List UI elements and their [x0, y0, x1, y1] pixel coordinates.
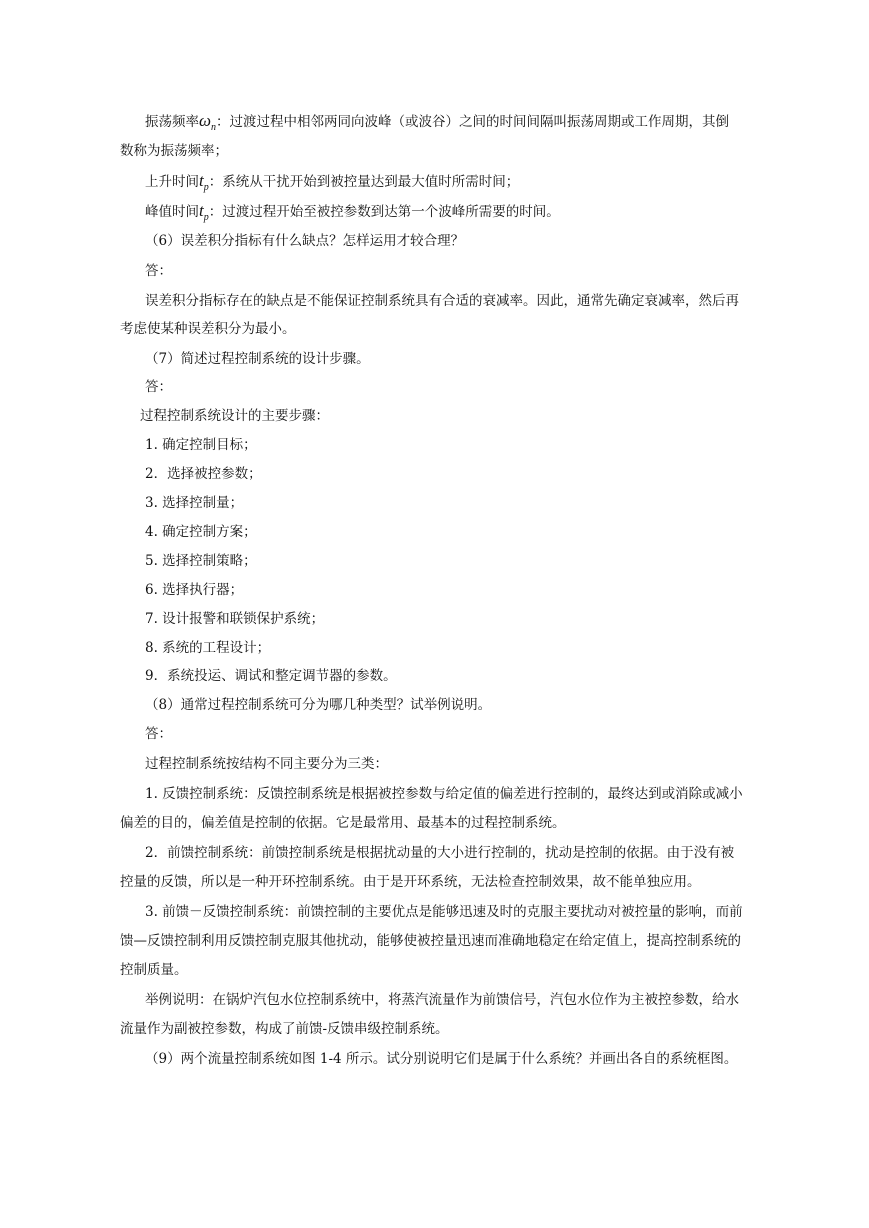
peak-time-line [145, 202, 560, 227]
term-label: 上升时间 [145, 174, 199, 190]
definition-text: ：过渡过程中相邻两同向波峰（或波谷）之间的时间间隔叫振荡周期或工作周期，其倒 [216, 114, 730, 130]
list-item: 4. 确定控制方案； [145, 524, 257, 540]
paragraph-line: 偏差的目的，偏差值是控制的依据。它是最常用、最基本的过程控制系统。 [120, 815, 566, 831]
term-label: 振荡频率 [145, 114, 199, 130]
definition-text: ：系统从干扰开始到被控量达到最大值时所需时间； [208, 174, 520, 190]
list-item: 9．系统投运、调试和整定调节器的参数。 [145, 668, 397, 684]
omega-symbol: ω [199, 111, 212, 130]
question-8: （8）通常过程控制系统可分为哪几种类型？试举例说明。 [145, 697, 492, 713]
paragraph-line: 流量作为副被控参数，构成了前馈-反馈串级控制系统。 [120, 1021, 449, 1037]
oscillation-frequency-line [145, 112, 729, 137]
list-item: 7. 设计报警和联锁保护系统； [145, 611, 325, 627]
list-item: 8. 系统的工程设计； [145, 640, 271, 656]
answer-label: 答： [145, 263, 172, 279]
paragraph-line: 误差积分指标存在的缺点是不能保证控制系统具有合适的衰减率。因此，通常先确定衰减率，然后再 [145, 293, 739, 309]
definition-text: ：过渡过程开始至被控参数到达第一个波峰所需要的时间。 [208, 204, 560, 220]
subscript-p: p [203, 182, 209, 193]
paragraph-line: 3. 前馈－反馈控制系统：前馈控制的主要优点是能够迅速及时的克服主要扰动对被控量的影响，而前 [145, 904, 743, 920]
paragraph-line: 馈—反馈控制利用反馈控制克服其他扰动，能够使被控量迅速而准确地稳定在给定值上，提高控制系统的 [120, 933, 741, 949]
paragraph-line: 1. 反馈控制系统：反馈控制系统是根据被控参数与给定值的偏差进行控制的，最终达到或消除或减小 [145, 786, 743, 802]
paragraph-line: 控量的反馈，所以是一种开环控制系统。由于是开环系统，无法检查控制效果，故不能单独应用。 [120, 874, 701, 890]
answer-label: 答： [145, 379, 172, 395]
paragraph-line: 举例说明：在锅炉汽包水位控制系统中，将蒸汽流量作为前馈信号，汽包水位作为主被控参数，给水 [145, 992, 739, 1008]
paragraph-line: 过程控制系统按结构不同主要分为三类： [145, 756, 388, 772]
list-item: 6. 选择执行器； [145, 582, 244, 598]
question-9: （9）两个流量控制系统如图 1-4 所示。试分别说明它们是属于什么系统？并画出各自的系统框图。 [145, 1051, 738, 1067]
question-6: （6）误差积分指标有什么缺点？怎样运用才较合理？ [145, 233, 465, 249]
list-item: 1. 确定控制目标； [145, 437, 257, 453]
list-item: 5. 选择控制策略； [145, 553, 257, 569]
paragraph-line: 数称为振荡频率； [120, 143, 228, 159]
paragraph-line: 过程控制系统设计的主要步骤： [140, 408, 329, 424]
list-item: 3. 选择控制量； [145, 495, 244, 511]
paragraph-line: 考虑使某种误差积分为最小。 [120, 321, 296, 337]
answer-label: 答： [145, 726, 172, 742]
subscript-p: p [203, 212, 209, 223]
subscript-n: n [211, 122, 217, 133]
list-item: 2．选择被控参数； [145, 466, 262, 482]
t-symbol: t [199, 171, 204, 190]
term-label: 峰值时间 [145, 204, 199, 220]
paragraph-line: 控制质量。 [120, 962, 188, 978]
paragraph-line: 2．前馈控制系统：前馈控制系统是根据扰动量的大小进行控制的，扰动是控制的依据。由于没有被 [145, 845, 735, 861]
question-7: （7）简述过程控制系统的设计步骤。 [145, 351, 370, 367]
t-symbol: t [199, 201, 204, 220]
rise-time-line [145, 172, 519, 197]
